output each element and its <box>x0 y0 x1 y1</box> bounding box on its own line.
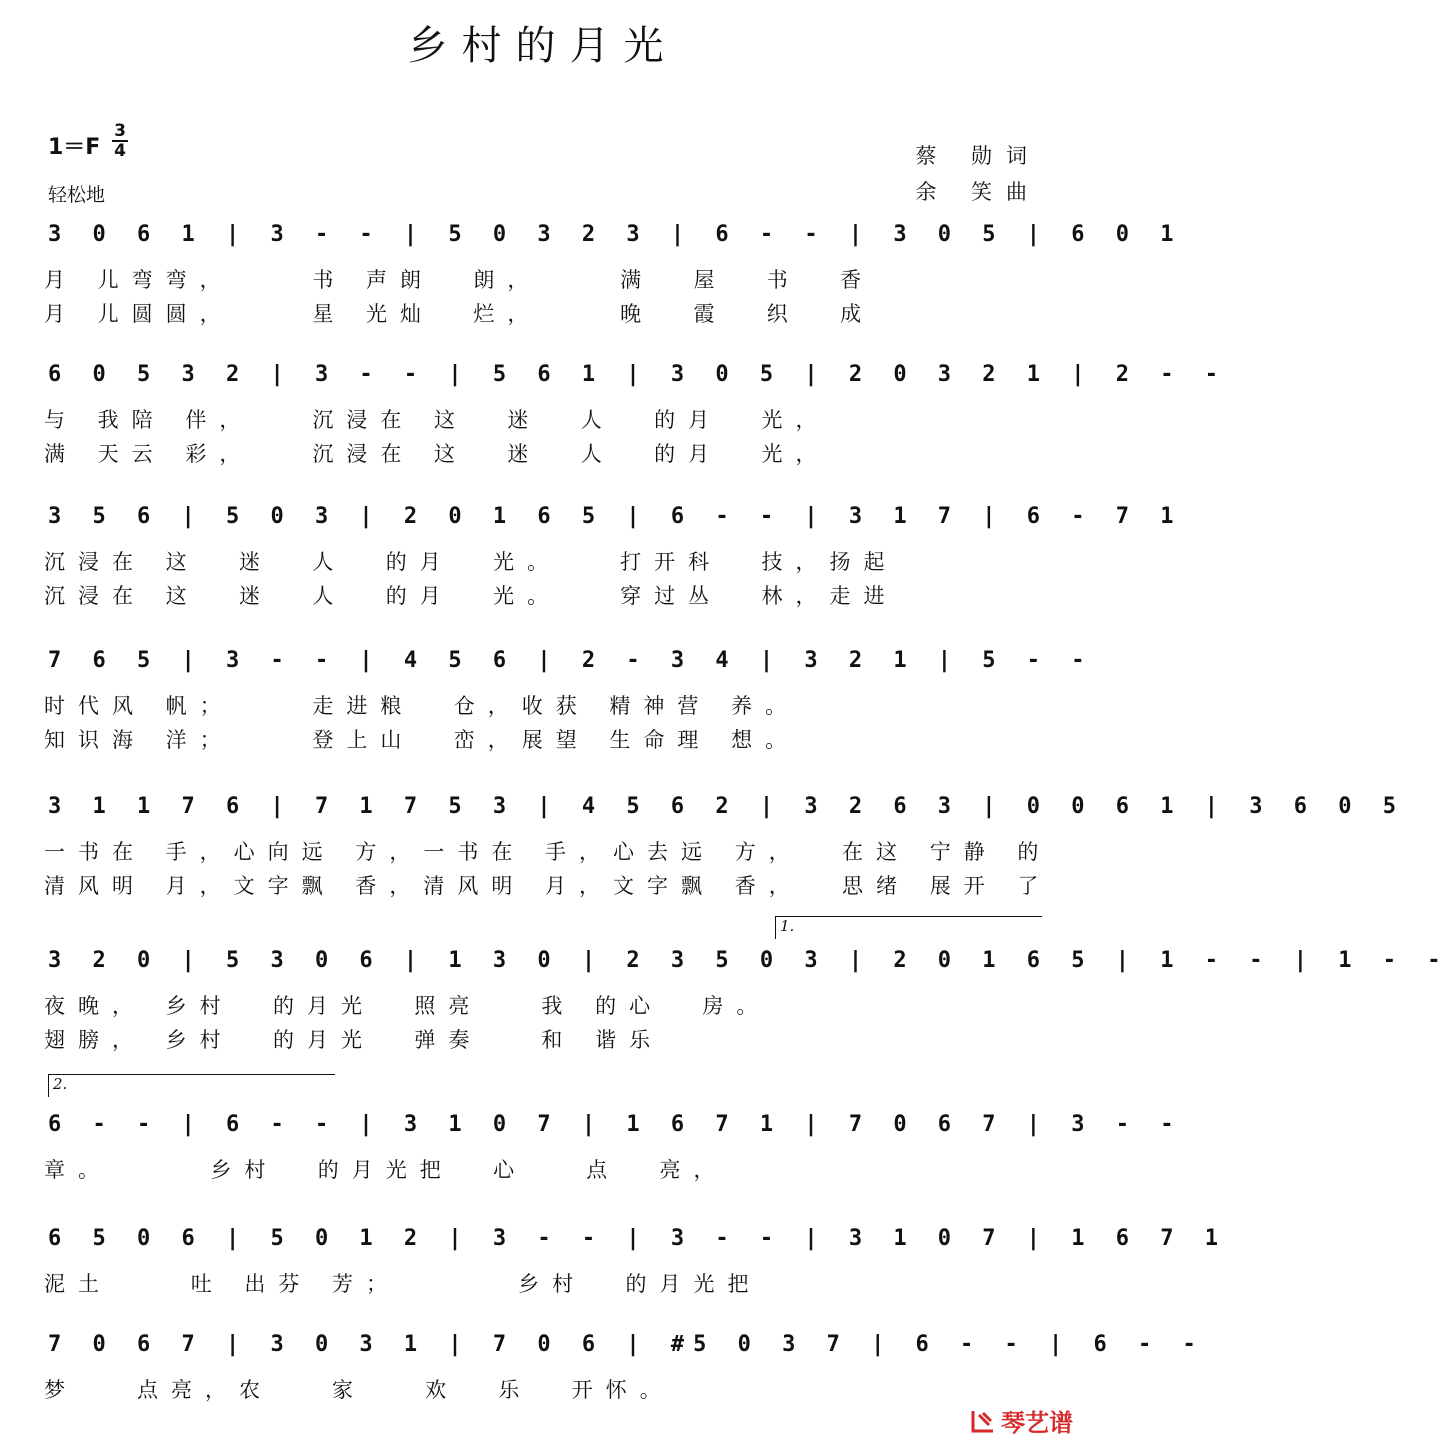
lyric-verse-1: 夜晚， 乡村 的月光 照亮 我 的心 房。 <box>44 994 771 1018</box>
notation-row <box>40 636 1094 676</box>
site-logo <box>969 1403 1073 1438</box>
score-system-3 <box>40 492 1183 620</box>
lyric-verse-1: 章。 乡村 的月光把 心 点 亮， <box>44 1158 728 1182</box>
score-system-1 <box>40 210 1183 338</box>
logo-text: 琴艺谱 <box>1001 1409 1073 1437</box>
score-system-5 <box>40 782 1405 910</box>
notation-row <box>40 782 1405 822</box>
notation-row <box>40 350 1227 390</box>
jianpu-notes: 3 1 1 7 6 | 7 1 7 5 3 | 4 5 6 2 | 3 2 6 3 | 0 0 6 1 | 3 6 0 5 <box>48 794 1405 819</box>
jianpu-notes: 7 6 5 | 3 - - | 4 5 6 | 2 - 3 4 | 3 2 1 | 5 - - <box>48 648 1094 673</box>
jianpu-notes: 6 5 0 6 | 5 0 1 2 | 3 - - | 3 - - | 3 1 0 7 | 1 6 7 1 <box>48 1226 1227 1251</box>
notation-row <box>40 936 1449 976</box>
volta-bracket-2: 2. <box>48 1074 335 1097</box>
key-signature: 1＝F <box>48 135 101 160</box>
lyric-verse-2: 知识海 洋； 登上山 峦，展望 生命理 想。 <box>44 728 800 752</box>
lyric-verse-2: 沉浸在 这 迷 人 的月 光。 穿过丛 林，走进 <box>44 584 898 608</box>
lyric-verse-1: 沉浸在 这 迷 人 的月 光。 打开科 技，扬起 <box>44 550 898 574</box>
jianpu-notes: 3 0 6 1 | 3 - - | 5 0 3 2 3 | 6 - - | 3 0 5 | 6 0 1 <box>48 222 1183 247</box>
composer-credit: 余 笑曲 <box>915 180 1041 204</box>
lyricist-credit: 蔡 勋词 <box>915 144 1041 168</box>
jianpu-notes: 6 - - | 6 - - | 3 1 0 7 | 1 6 7 1 | 7 0 6 7 | 3 - - <box>48 1112 1183 1137</box>
notation-row <box>40 1100 1183 1140</box>
score-system-9 <box>40 1320 1205 1448</box>
score-system-6 <box>40 917 1449 1064</box>
jianpu-notes: 7 0 6 7 | 3 0 3 1 | 7 0 6 | #5 0 3 7 | 6 - - | 6 - - <box>48 1332 1205 1357</box>
time-sig-numerator: 3 <box>114 121 126 141</box>
lyric-verse-1: 时代风 帆； 走进粮 仓，收获 精神营 养。 <box>44 694 800 718</box>
jianpu-notes: 3 2 0 | 5 3 0 6 | 1 3 0 | 2 3 5 0 3 | 2 0 1 6 5 | 1 - - | 1 - - <box>48 948 1449 973</box>
notation-row <box>40 210 1183 250</box>
lyric-verse-1: 梦 点亮，农 家 欢 乐 开怀。 <box>44 1378 674 1402</box>
volta-bracket-1: 1. <box>775 916 1042 939</box>
score-system-4 <box>40 636 1094 764</box>
lyric-verse-1: 月 儿弯弯， 书 声朗 朗， 满 屋 书 香 <box>44 268 875 292</box>
time-signature <box>112 122 128 160</box>
logo-mark-icon <box>969 1407 997 1435</box>
lyric-verse-2: 满 天云 彩， 沉浸在 这 迷 人 的月 光， <box>44 442 830 466</box>
jianpu-notes: 3 5 6 | 5 0 3 | 2 0 1 6 5 | 6 - - | 3 1 7 | 6 - 7 1 <box>48 504 1183 529</box>
notation-row <box>40 492 1183 532</box>
lyric-verse-2: 翅膀， 乡村 的月光 弹奏 和 谐乐 <box>44 1028 664 1052</box>
time-sig-denominator: 4 <box>112 140 128 160</box>
song-title: 乡村的月光 <box>407 23 678 69</box>
lyric-verse-1: 与 我陪 伴， 沉浸在 这 迷 人 的月 光， <box>44 408 830 432</box>
score-system-2 <box>40 350 1227 478</box>
lyric-verse-1: 一书在 手，心向远 方，一书在 手，心去远 方， 在这 宁静 的 <box>44 840 1052 864</box>
tempo-marking: 轻松地 <box>48 184 106 206</box>
score-system-7 <box>40 1075 1183 1228</box>
notation-row <box>40 1214 1227 1254</box>
jianpu-notes: 6 0 5 3 2 | 3 - - | 5 6 1 | 3 0 5 | 2 0 3 2 1 | 2 - - <box>48 362 1227 387</box>
notation-row <box>40 1320 1205 1360</box>
lyric-verse-2: 月 儿圆圆， 星 光灿 烂， 晚 霞 织 成 <box>44 302 875 326</box>
lyric-verse-1: 泥土 吐 出芬 芳； 乡村 的月光把 <box>44 1272 762 1296</box>
lyric-verse-2: 清风明 月，文字飘 香，清风明 月，文字飘 香， 思绪 展开 了 <box>44 874 1052 898</box>
